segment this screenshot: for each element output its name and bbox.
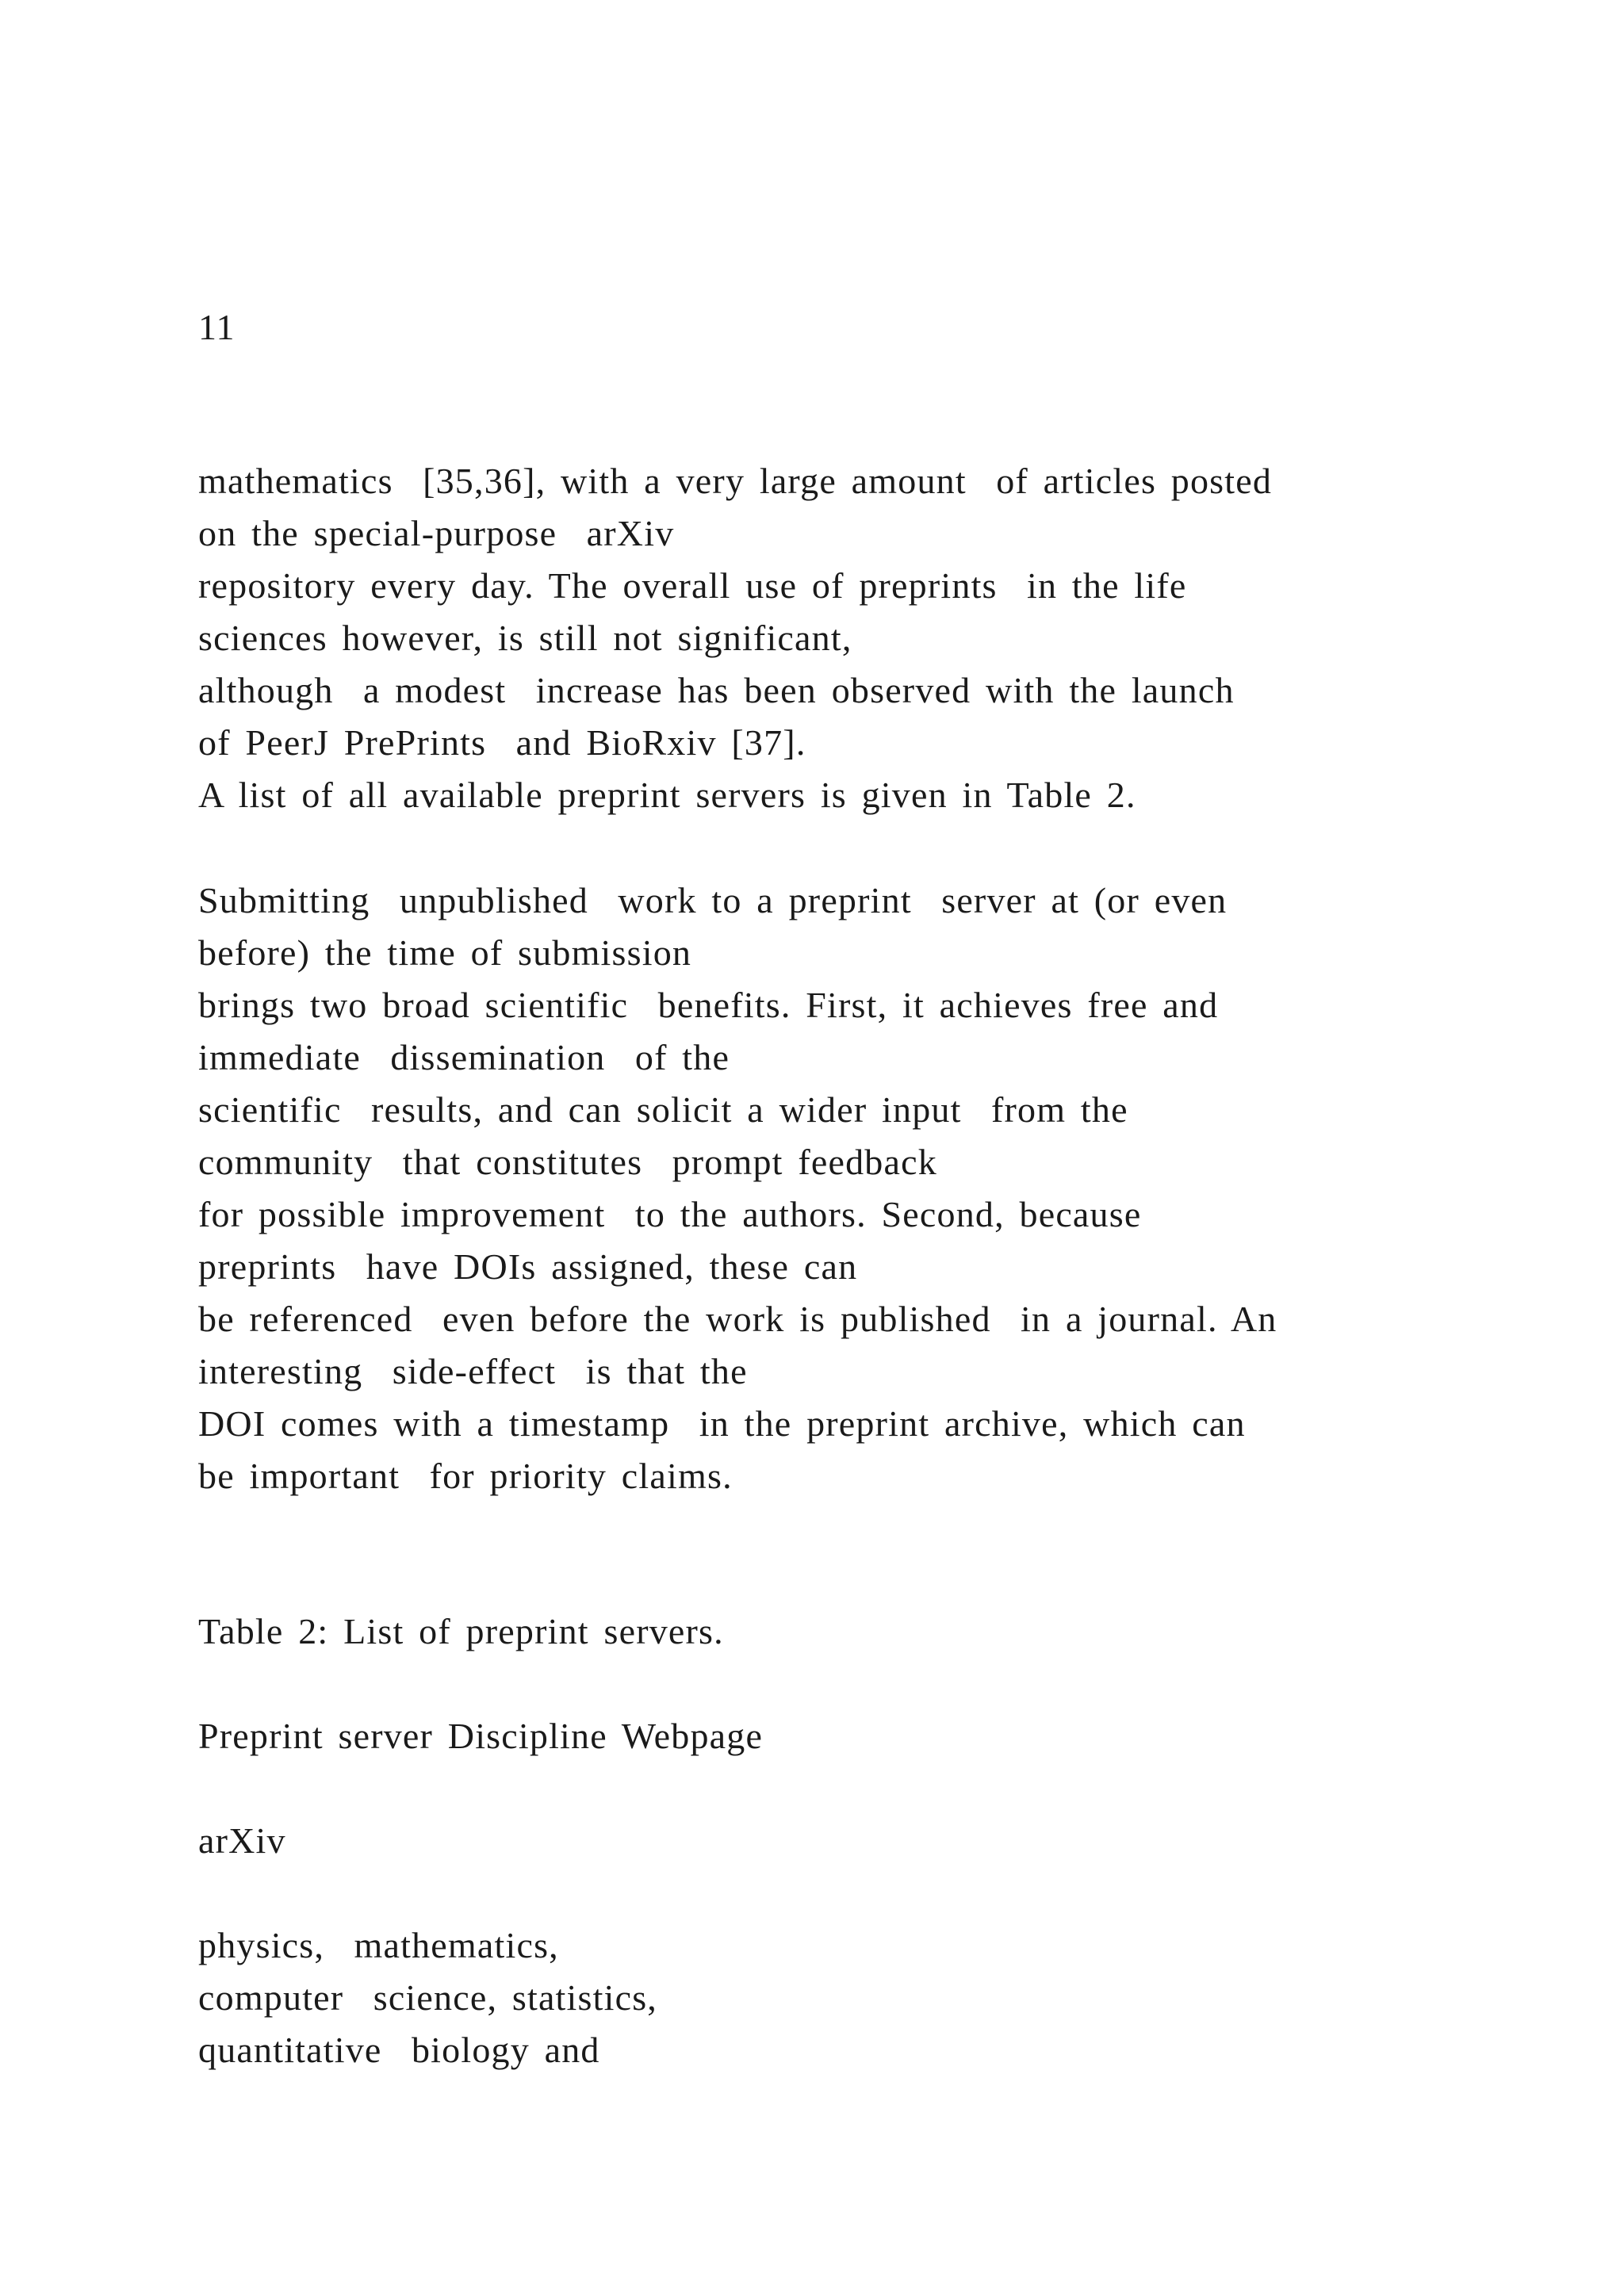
text-line: sciences however, is still not significant, bbox=[198, 618, 852, 658]
text-line: repository every day. The overall use of preprints in the life bbox=[198, 565, 1187, 606]
text-line: mathematics [35,36], with a very large amount of articles posted bbox=[198, 461, 1273, 501]
table-cell-server-name: arXiv bbox=[198, 1820, 286, 1861]
paragraph-preprint-usage bbox=[198, 455, 1546, 821]
text-line: immediate dissemination of the bbox=[198, 1037, 730, 1077]
text-line: interesting side-effect is that the bbox=[198, 1351, 748, 1391]
table-row-discipline bbox=[198, 1919, 1546, 2076]
text-line: before) the time of submission bbox=[198, 932, 692, 973]
text-line: be important for priority claims. bbox=[198, 1456, 733, 1496]
text-line: for possible improvement to the authors. Second, because bbox=[198, 1194, 1142, 1234]
text-line: be referenced even before the work is published in a journal. An bbox=[198, 1299, 1277, 1339]
text-line: DOI comes with a timestamp in the preprint archive, which can bbox=[198, 1403, 1246, 1444]
text-line: scientific results, and can solicit a wider input from the bbox=[198, 1089, 1128, 1130]
text-line: preprints have DOIs assigned, these can bbox=[198, 1246, 858, 1287]
paragraph-preprint-benefits bbox=[198, 874, 1546, 1502]
table-caption-text: Table 2: List of preprint servers. bbox=[198, 1611, 724, 1651]
text-line: A list of all available preprint servers is given in Table 2. bbox=[198, 775, 1136, 815]
table-cell-discipline-line: computer science, statistics, bbox=[198, 1977, 658, 2018]
table-cell-discipline-line: physics, mathematics, bbox=[198, 1925, 559, 1965]
table-header bbox=[198, 1710, 1546, 1762]
text-line: on the special-purpose arXiv bbox=[198, 513, 675, 553]
table-header-text: Preprint server Discipline Webpage bbox=[198, 1716, 764, 1756]
text-line: although a modest increase has been observed with the launch bbox=[198, 670, 1235, 710]
table-caption bbox=[198, 1605, 1546, 1658]
text-line: Submitting unpublished work to a preprint server at (or even bbox=[198, 880, 1228, 920]
table-row-server bbox=[198, 1815, 1546, 1867]
text-line: brings two broad scientific benefits. First, it achieves free and bbox=[198, 985, 1219, 1025]
page-number: 11 bbox=[198, 307, 236, 347]
table-cell-discipline-line: quantitative biology and bbox=[198, 2030, 600, 2070]
text-line: community that constitutes prompt feedback bbox=[198, 1142, 937, 1182]
text-line: of PeerJ PrePrints and BioRxiv [37]. bbox=[198, 722, 806, 763]
